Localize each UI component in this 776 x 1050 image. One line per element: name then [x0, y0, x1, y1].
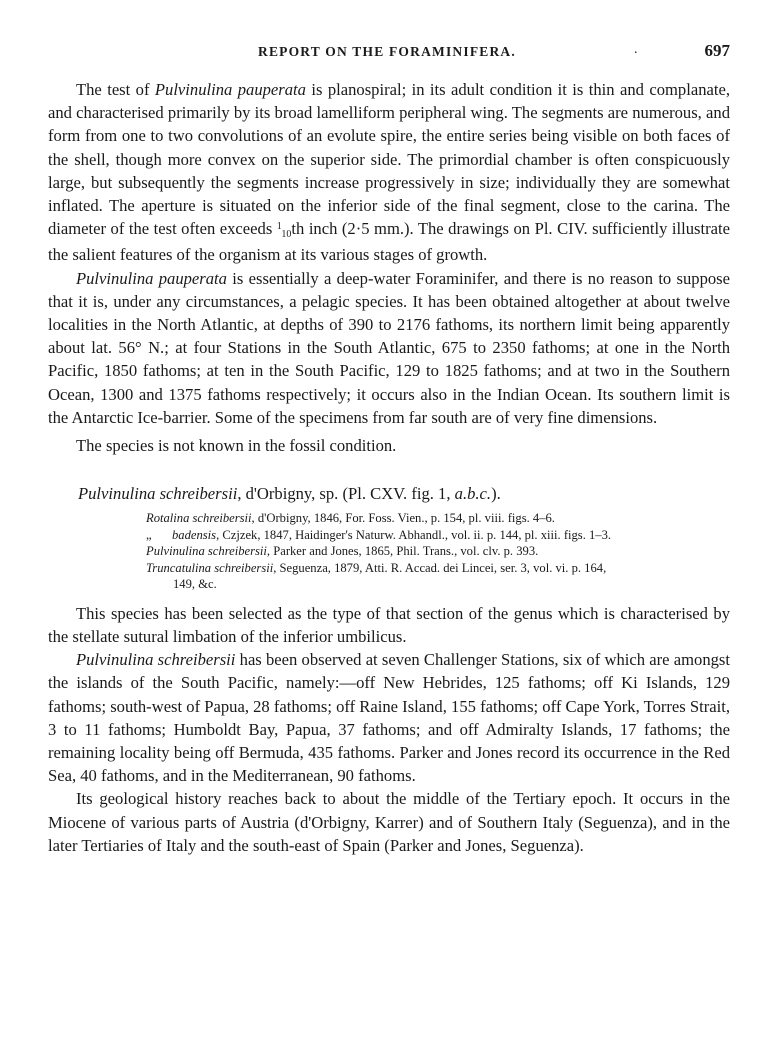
- species-name: Pulvinulina schreibersii: [76, 650, 236, 670]
- figure-letters: a.b.c.: [454, 484, 492, 504]
- paragraph-stations: Pulvinulina schreibersii has been observed at seven Challenger Stations, six of which are amongst the islands of the South Pacific, namely:—off New Hebrides, 125 fathoms; off Ki Islands, 129 fathoms; south-west of Papua, 28 fathoms; off Raine Island, 155 fathoms; off Cape York, Torres Strait, 3 to 11 fathoms; Humboldt Bay, Papua, 37 fathoms; and off Admiralty Islands, 17 fathoms; the remaining locality being off Bermuda, 435 fathoms. Parker and Jones record its occurrence in the Red Sea, 40 fathoms, and in the Mediterranean, 90 fathoms.: [48, 650, 730, 786]
- header-title: REPORT ON THE FORAMINIFERA.: [258, 44, 516, 59]
- paragraph-description: The test of Pulvinulina pauperata is planospiral; in its adult condition it is thin and complanate, and characterised primarily by its broad lamelliform peripheral wing. The segments are numerous, and form from one to two convolutions of an evolute spire, the entire series being visible on both faces of the shell, though more convex on the superior side. The primordial chamber is often conspicuously large, but subsequently the segments increase progressively in size; individually they are somewhat inflated. The aperture is situated on the inferior side of the final segment, close to the carina. The diameter of the test often exceeds 110th inch (2·5 mm.). The drawings on Pl. CIV. sufficiently illustrate the salient features of the organism at its various stages of growth.: [48, 80, 730, 265]
- synonym-line: Rotalina schreibersii, d'Orbigny, 1846, For. Foss. Vien., p. 154, pl. viii. figs. 4–6.: [146, 511, 555, 526]
- synonym-line-continued: 149, &c.: [173, 577, 217, 592]
- synonym-line: Truncatulina schreibersii, Seguenza, 1879, Atti. R. Accad. dei Lincei, ser. 3, vol. vi. p. 164,: [146, 560, 607, 575]
- header-dot: .: [634, 42, 638, 57]
- ditto-mark: „: [146, 527, 152, 542]
- paragraph-distribution: Pulvinulina pauperata is essentially a deep-water Foraminifer, and there is no reason to suppose that it is, under any circumstances, a pelagic species. It has been obtained altogether at about twelve localities in the North Atlantic, at depths of 390 to 2176 fathoms, its northern limit being apparently about lat. 56° N.; at four Stations in the South Atlantic, 675 to 2350 fathoms; at one in the North Pacific, 1850 fathoms; at ten in the South Pacific, 129 to 1825 fathoms; and at two in the Southern Ocean, 1300 and 1375 fathoms respectively; it occurs also in the Indian Ocean. Its southern limit is the Antarctic Ice-barrier. Some of the specimens from far south are of very fine dimensions.: [48, 268, 730, 427]
- document-page: [48, 36, 730, 857]
- synonym-line: „ badensis, Czjzek, 1847, Haidinger's Naturw. Abhandl., vol. ii. p. 144, pl. xiii. figs. 1–3.: [146, 527, 612, 542]
- species-name: Pulvinulina pauperata: [76, 268, 227, 288]
- species-heading: Pulvinulina schreibersii, d'Orbigny, sp. (Pl. CXV. fig. 1, a.b.c.).: [78, 484, 501, 504]
- species-name: Pulvinulina pauperata: [154, 80, 306, 99]
- running-header: [48, 36, 730, 66]
- paragraph-geology: Its geological history reaches back to about the middle of the Tertiary epoch. It occurs in the Miocene of various parts of Austria (d'Orbigny, Karrer) and of Southern Italy (Seguenza), and in the later Tertiaries of Italy and the south-east of Spain (Parker and Jones, Seguenza).: [48, 789, 730, 855]
- fraction: 110: [276, 221, 292, 241]
- page-number: 697: [704, 41, 730, 60]
- paragraph-type-section: This species has been selected as the type of that section of the genus which is characterised by the stellate sutural limbation of the inferior umbilicus.: [48, 603, 730, 646]
- species-heading-name: Pulvinulina schreibersii: [78, 484, 238, 504]
- synonym-line: Pulvinulina schreibersii, Parker and Jones, 1865, Phil. Trans., vol. clv. p. 393.: [146, 544, 539, 559]
- paragraph-fossil: The species is not known in the fossil condition.: [76, 436, 397, 456]
